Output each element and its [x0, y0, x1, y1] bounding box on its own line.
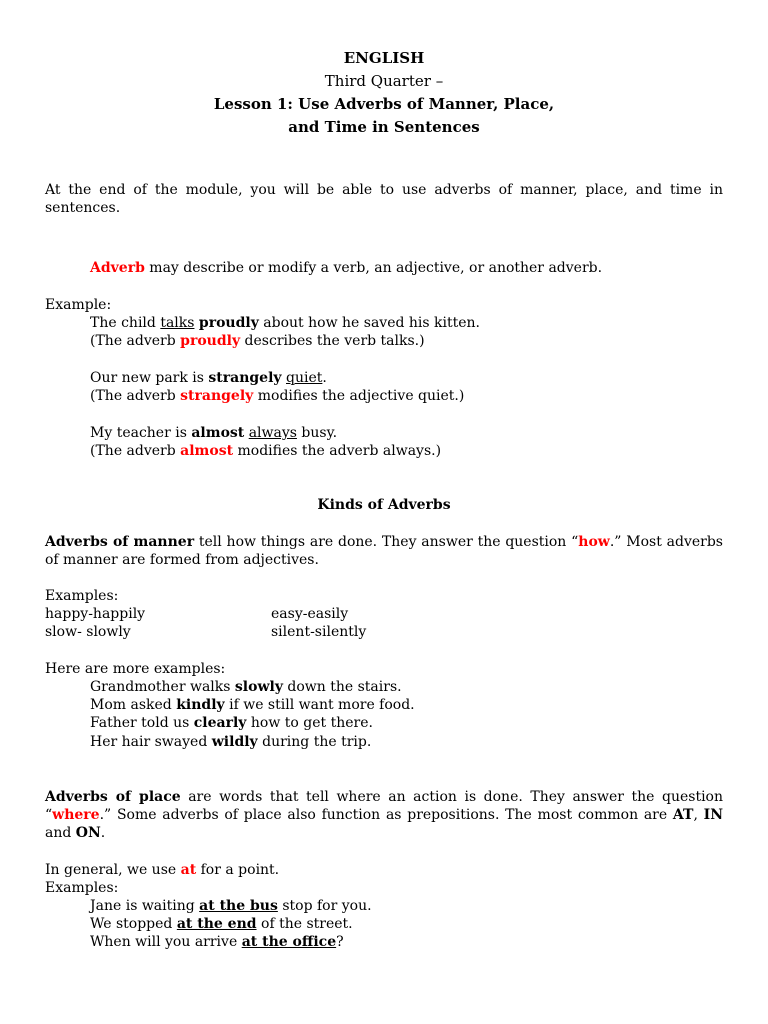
place-paragraph [45, 788, 723, 842]
bold-adverb: kindly [176, 697, 225, 713]
manner-sentence-3 [90, 714, 373, 732]
text-segment: about how he saved his kitten. [258, 315, 480, 331]
subject-title: ENGLISH [343, 49, 425, 67]
text-segment: how to get there. [246, 715, 373, 731]
pair-happy: happy-happily [45, 606, 146, 622]
adverb-term: Adverb [90, 260, 145, 276]
highlighted-adverb: almost [180, 443, 234, 459]
text-segment: Her hair swayed [90, 734, 212, 750]
place-examples-label: Examples: [45, 880, 119, 896]
manner-paragraph [45, 533, 723, 569]
highlighted-at: at [180, 862, 197, 878]
bold-adverb: clearly [193, 715, 247, 731]
more-examples-label: Here are more examples: [45, 661, 226, 677]
pair-slow: slow- slowly [45, 624, 131, 640]
adverb-definition [90, 259, 602, 277]
text-segment: stop for you. [277, 898, 372, 914]
text-segment: of the street. [256, 916, 353, 932]
place-sentence-3 [90, 933, 344, 951]
text-segment: during the trip. [257, 734, 372, 750]
place-sentence-1 [90, 897, 372, 915]
text-segment: , [693, 807, 704, 823]
question-word: where [52, 807, 100, 823]
text-segment: ? [336, 934, 344, 950]
text-segment: My teacher is [90, 425, 192, 441]
question-word: how [578, 534, 610, 550]
preposition-on: ON [75, 825, 101, 841]
kinds-heading: Kinds of Adverbs [317, 497, 451, 513]
text-segment: Our new park is [90, 370, 209, 386]
underlined-verb: talks [160, 315, 195, 331]
text-segment: Father told us [90, 715, 194, 731]
text-segment: tell how things are done. They answer the question “ [194, 534, 579, 550]
text-segment: The child [90, 315, 161, 331]
bold-underlined-phrase: at the office [241, 934, 337, 950]
preposition-in: IN [703, 807, 723, 823]
example-2-note [90, 387, 464, 405]
manner-sentence-2 [90, 696, 415, 714]
pair-easy: easy-easily [271, 606, 349, 622]
bold-adverb: wildly [211, 734, 258, 750]
highlighted-adverb: strangely [180, 388, 254, 404]
text-segment: .” Some adverbs of place also function as prepositions. The most common are [99, 807, 673, 823]
general-rule [45, 861, 279, 879]
bold-underlined-phrase: at the bus [199, 898, 278, 914]
text-segment: (The adverb [90, 333, 181, 349]
example-label: Example: [45, 297, 112, 313]
bold-underlined-phrase: at the end [176, 916, 257, 932]
highlighted-adverb: proudly [180, 333, 241, 349]
bold-adverb: strangely [208, 370, 282, 386]
lesson-title-line-2: and Time in Sentences [288, 118, 480, 136]
text-segment: In general, we use [45, 862, 181, 878]
objective-paragraph: At the end of the module, you will be able to use adverbs of manner, place, and time in sentences. [45, 182, 723, 216]
manner-term: Adverbs of manner [45, 534, 195, 550]
place-term: Adverbs of place [45, 789, 181, 805]
text-segment: .” Most adverbs of manner are formed from adjectives. [45, 534, 723, 568]
text-segment: Grandmother walks [90, 679, 235, 695]
text-segment: down the stairs. [282, 679, 402, 695]
preposition-at: AT [672, 807, 694, 823]
place-sentence-2 [90, 915, 353, 933]
example-2-sentence [90, 369, 327, 387]
manner-sentence-1 [90, 678, 402, 696]
text-segment: are words that tell where an action is done. They answer the question “ [45, 789, 723, 823]
example-1-sentence [90, 314, 480, 332]
manner-examples-label: Examples: [45, 588, 119, 604]
text-segment: if we still want more food. [224, 697, 415, 713]
text-segment: (The adverb [90, 388, 181, 404]
text-segment: for a point. [196, 862, 280, 878]
text-segment: (The adverb [90, 443, 181, 459]
bold-adverb: proudly [198, 315, 259, 331]
text-segment: . [100, 825, 106, 841]
text-segment: describes the verb talks.) [240, 333, 425, 349]
text-segment: busy. [296, 425, 338, 441]
underlined-adjective: quiet [286, 370, 323, 386]
example-1-note [90, 332, 425, 350]
definition-text: may describe or modify a verb, an adjective, or another adverb. [144, 260, 603, 276]
text-segment: When will you arrive [90, 934, 242, 950]
text-segment: We stopped [90, 916, 177, 932]
text-segment: modifies the adverb always.) [233, 443, 442, 459]
text-segment: modifies the adjective quiet.) [253, 388, 465, 404]
pair-silent: silent-silently [271, 624, 367, 640]
underlined-adverb: always [248, 425, 297, 441]
bold-adverb: almost [191, 425, 245, 441]
text-segment: and [45, 825, 76, 841]
text-segment: . [322, 370, 327, 386]
lesson-title-line-1: Lesson 1: Use Adverbs of Manner, Place, [213, 95, 555, 113]
example-3-note [90, 442, 441, 460]
text-segment: Mom asked [90, 697, 177, 713]
text-segment: Jane is waiting [90, 898, 200, 914]
bold-adverb: slowly [234, 679, 283, 695]
manner-sentence-4 [90, 733, 371, 751]
example-3-sentence [90, 424, 337, 442]
quarter-line: Third Quarter – [324, 72, 444, 90]
